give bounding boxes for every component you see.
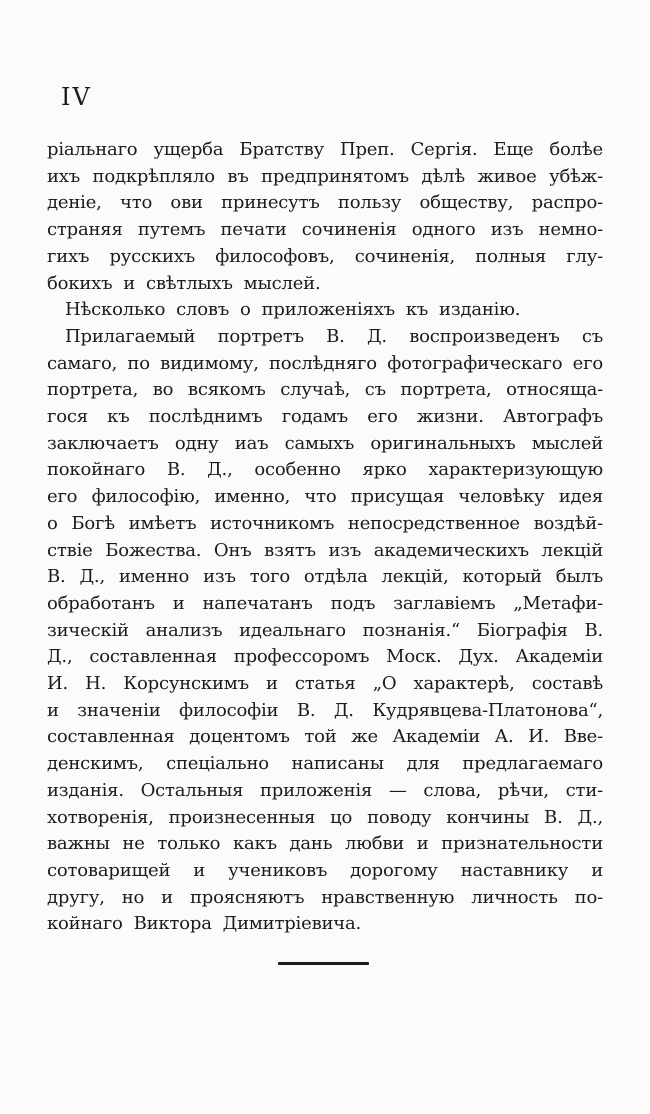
text-line: его философію, именно, что присущая человѣку идея	[47, 486, 603, 508]
page-number: IV	[61, 83, 92, 111]
text-line: гихъ русскихъ философовъ, сочиненія, полныя глу-	[47, 245, 603, 267]
text-line: покойнаго В. Д., особенно ярко характеризующую	[47, 459, 603, 481]
text-line: гося къ послѣднимъ годамъ его жизни. Автографъ	[47, 406, 603, 428]
text-line: ріальнаго ущерба Братству Преп. Сергія. Еще болѣе	[47, 139, 603, 160]
text-line: зическій анализъ идеальнаго познанія.“ Біографія В.	[47, 619, 603, 641]
text-line: Прилагаемый портретъ В. Д. воспроизведенъ съ	[65, 325, 603, 347]
text-line: хотворенія, произнесенныя цо поводу кончины В. Д.,	[47, 806, 603, 828]
text-line: В. Д., именно изъ того отдѣла лекцій, который былъ	[47, 566, 603, 588]
text-line: И. Н. Корсунскимъ и статья „О характерѣ, составѣ	[47, 673, 603, 695]
text-line: денскимъ, спеціально написаны для предлагаемаго	[47, 753, 603, 775]
text-line: страняя путемъ печати сочиненія одного изъ немно-	[47, 219, 603, 241]
text-line: деніе, что ови принесутъ пользу обществу, распро-	[47, 192, 603, 214]
text-line: и значеніи философіи В. Д. Кудрявцева-Платонова“,	[47, 699, 603, 721]
text-line: важны не только какъ дань любви и признательности	[47, 833, 603, 855]
text-line: обработанъ и напечатанъ подъ заглавіемъ „Метафи-	[47, 592, 603, 614]
text-line: койнаго Виктора Димитріевича.	[47, 913, 362, 935]
text-line: бокихъ и свѣтлыхъ мыслей.	[47, 272, 321, 294]
text-line: портрета, во всякомъ случаѣ, съ портрета, относяща-	[47, 379, 603, 401]
text-line: Д., составленная профессоромъ Моск. Дух. Академіи	[47, 646, 603, 668]
text-line: ихъ подкрѣпляло въ предпринятомъ дѣлѣ живое убѣж-	[47, 165, 603, 187]
text-line: составленная доцентомъ той же Академіи А. И. Вве-	[47, 726, 603, 748]
text-line: изданія. Остальныя приложенія — слова, рѣчи, сти-	[47, 779, 603, 801]
text-line: другу, но и проясняютъ нравственную личность по-	[47, 886, 603, 908]
text-block	[47, 137, 603, 938]
text-line: самаго, по видимому, послѣдняго фотографическаго его	[47, 352, 603, 374]
text-line: ствіе Божества. Онъ взятъ изъ академическихъ лекцій	[47, 539, 603, 561]
text-line: сотоварищей и учениковъ дорогому наставнику и	[47, 859, 603, 881]
text-line: о Богѣ имѣетъ источникомъ непосредственное воздѣй-	[47, 512, 603, 534]
text-line: заключаетъ одну иаъ самыхъ оригинальныхъ мыслей	[47, 432, 603, 454]
text-line: Нѣсколько словъ о приложеніяхъ къ изданію.	[65, 299, 521, 321]
section-divider	[278, 962, 369, 965]
